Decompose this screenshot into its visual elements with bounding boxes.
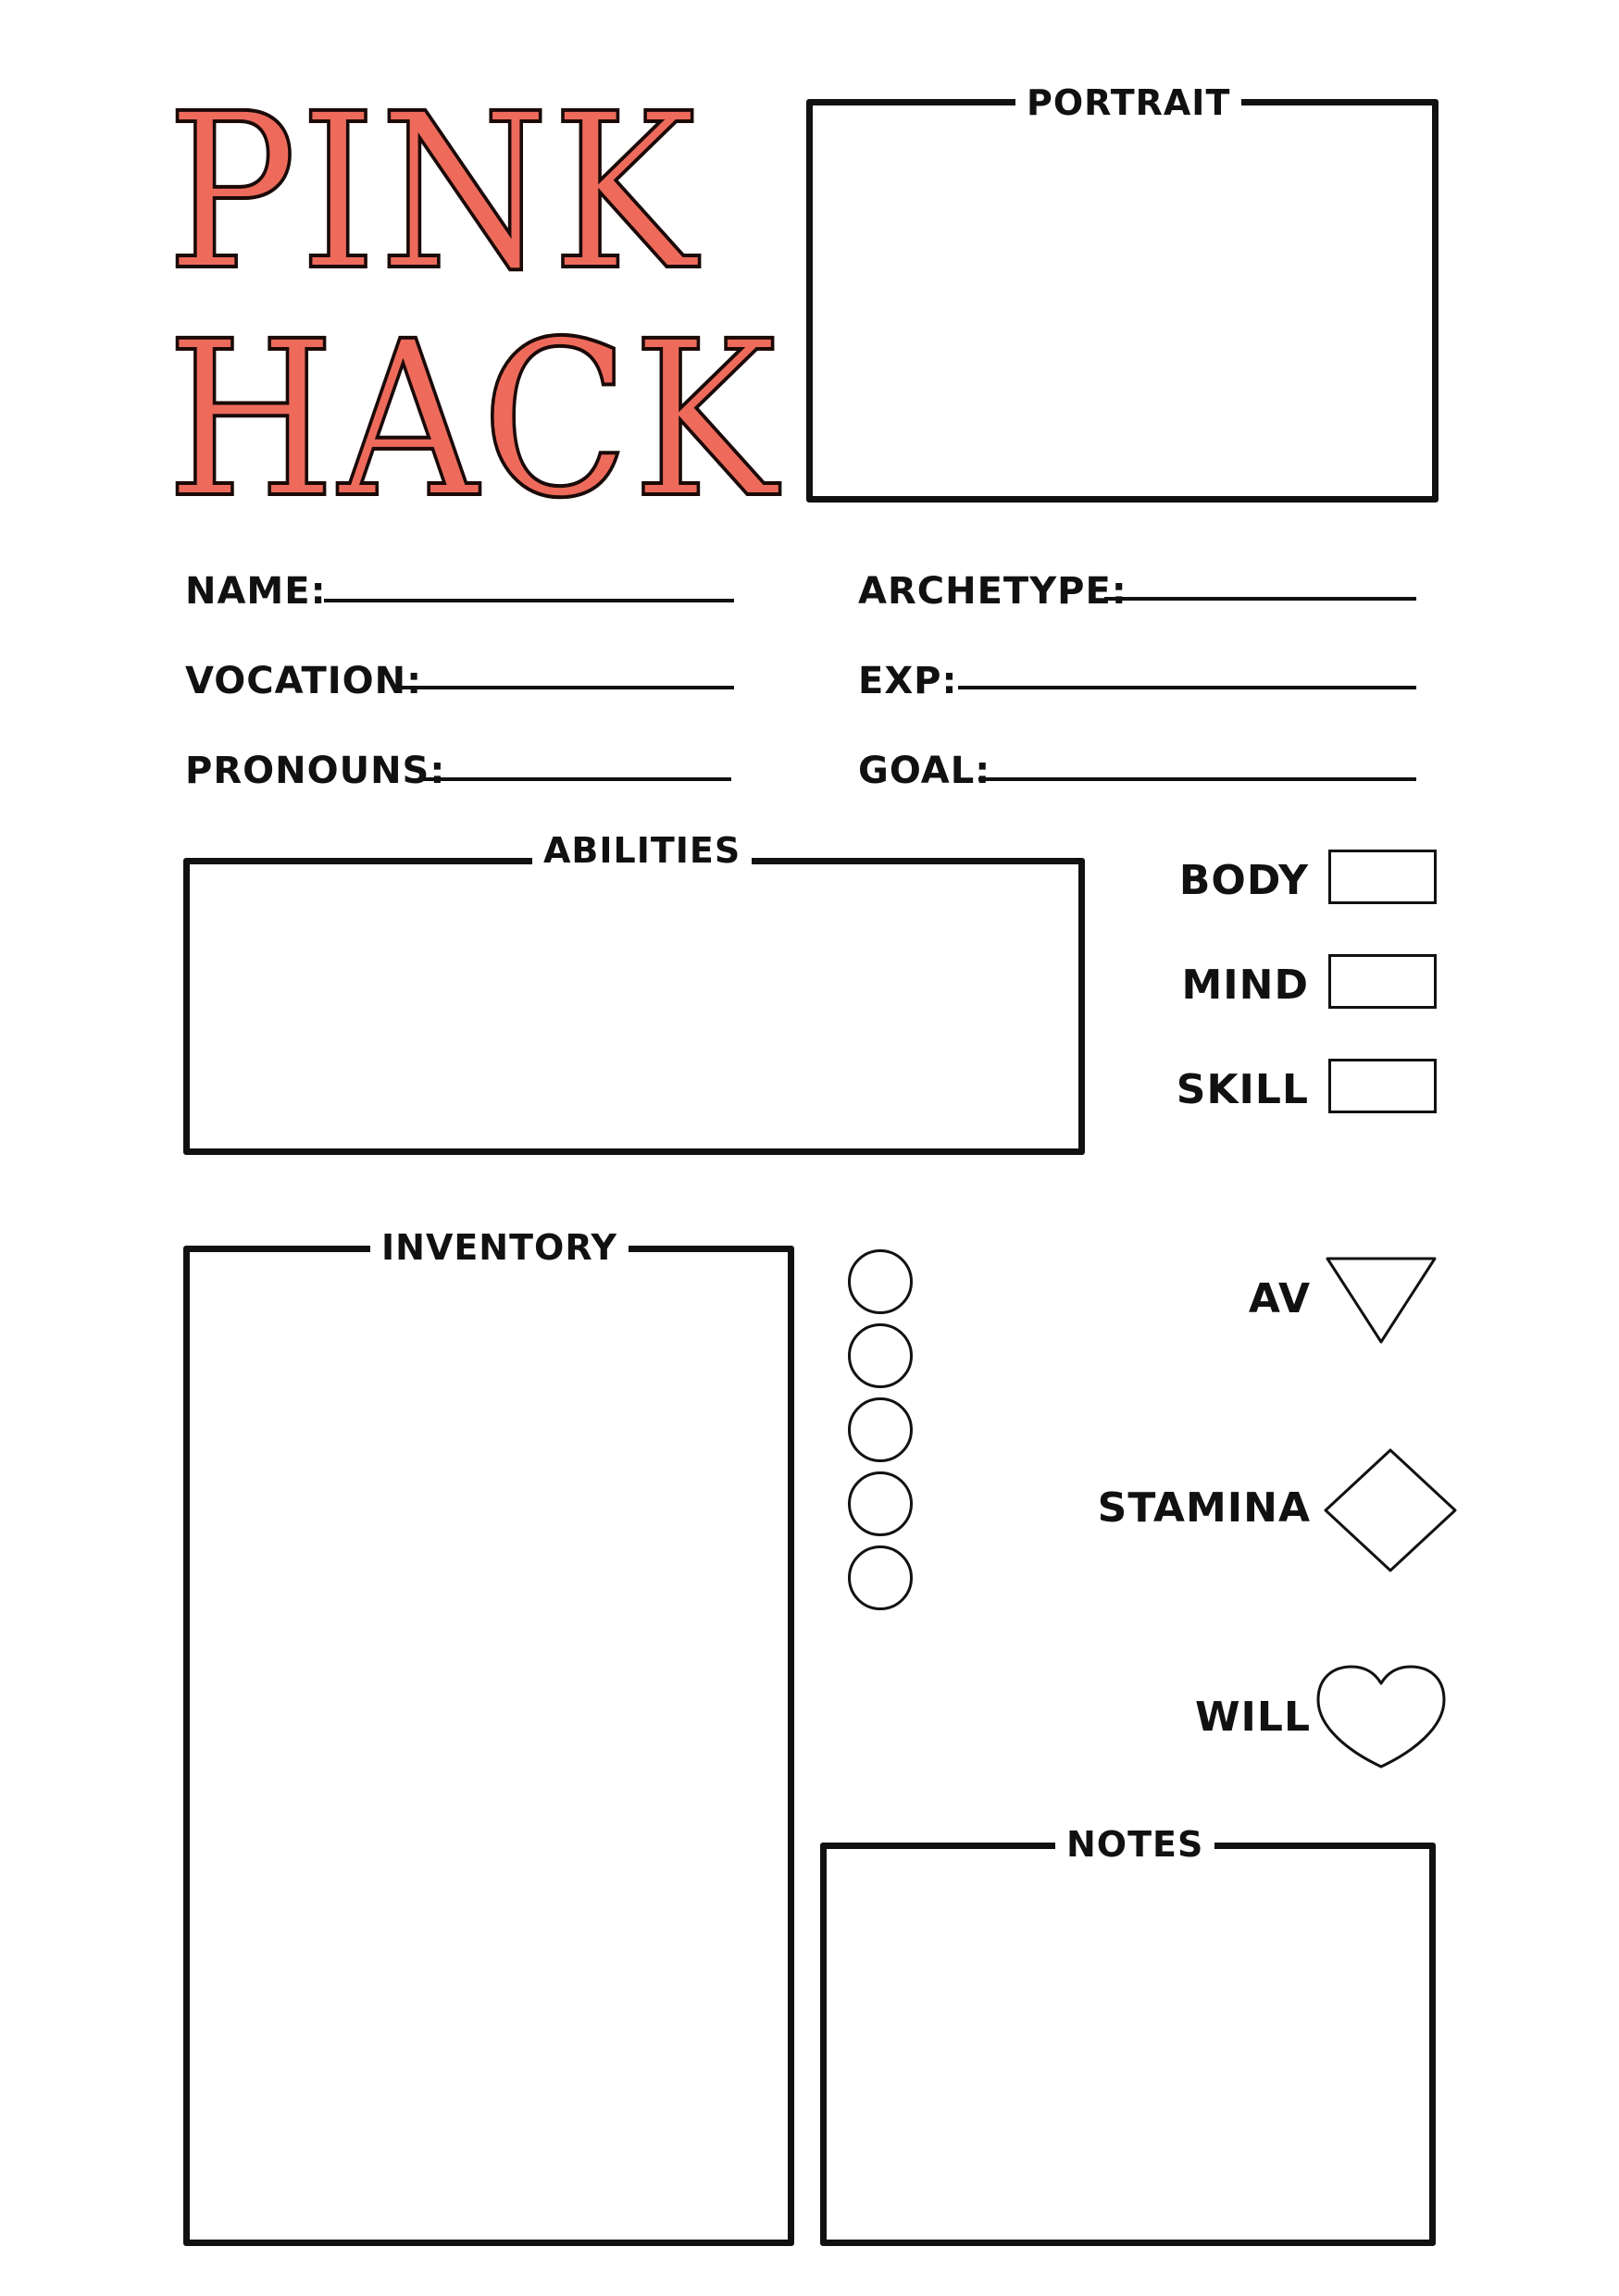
title-pink: PINK	[167, 68, 701, 317]
exp-field[interactable]	[958, 686, 1416, 689]
goal-label: GOAL:	[858, 750, 991, 792]
name-label: NAME:	[185, 570, 327, 613]
body-label: BODY	[1178, 857, 1309, 904]
vocation-label: VOCATION:	[185, 660, 423, 702]
inventory-tracker-circle-icon-5[interactable]	[848, 1545, 913, 1610]
skill-label: SKILL	[1176, 1066, 1309, 1113]
inventory-tracker-circle-icon-1[interactable]	[848, 1249, 913, 1314]
triangle-down-icon[interactable]	[1324, 1255, 1438, 1346]
body-field[interactable]	[1328, 850, 1437, 904]
portrait-label: PORTRAIT	[1015, 85, 1241, 120]
inventory-tracker-circle-icon-2[interactable]	[848, 1323, 913, 1388]
abilities-box[interactable]	[183, 858, 1085, 1155]
heart-icon[interactable]	[1313, 1661, 1450, 1772]
inventory-tracker-circle-icon-3[interactable]	[848, 1397, 913, 1462]
archetype-field[interactable]	[1104, 597, 1416, 601]
will-label: WILL	[1195, 1694, 1311, 1741]
inventory-tracker-circle-icon-4[interactable]	[848, 1471, 913, 1536]
vocation-field[interactable]	[401, 686, 734, 689]
portrait-box[interactable]	[806, 99, 1438, 503]
skill-field[interactable]	[1328, 1059, 1437, 1113]
stamina-label: STAMINA	[1097, 1484, 1311, 1532]
mind-field[interactable]	[1328, 954, 1437, 1009]
mind-label: MIND	[1181, 962, 1309, 1009]
inventory-label: INVENTORY	[370, 1230, 629, 1265]
name-field[interactable]	[324, 599, 734, 602]
archetype-label: ARCHETYPE:	[858, 570, 1127, 613]
inventory-box[interactable]	[183, 1246, 794, 2246]
pronouns-field[interactable]	[423, 777, 731, 781]
diamond-icon[interactable]	[1322, 1446, 1459, 1574]
av-label: AV	[1248, 1275, 1311, 1322]
goal-field[interactable]	[978, 777, 1416, 781]
pronouns-label: PRONOUNS:	[185, 750, 446, 792]
title-hack: HACK	[167, 295, 781, 545]
notes-box[interactable]	[820, 1843, 1436, 2246]
abilities-label: ABILITIES	[532, 833, 752, 868]
notes-label: NOTES	[1055, 1827, 1214, 1862]
exp-label: EXP:	[858, 660, 958, 702]
